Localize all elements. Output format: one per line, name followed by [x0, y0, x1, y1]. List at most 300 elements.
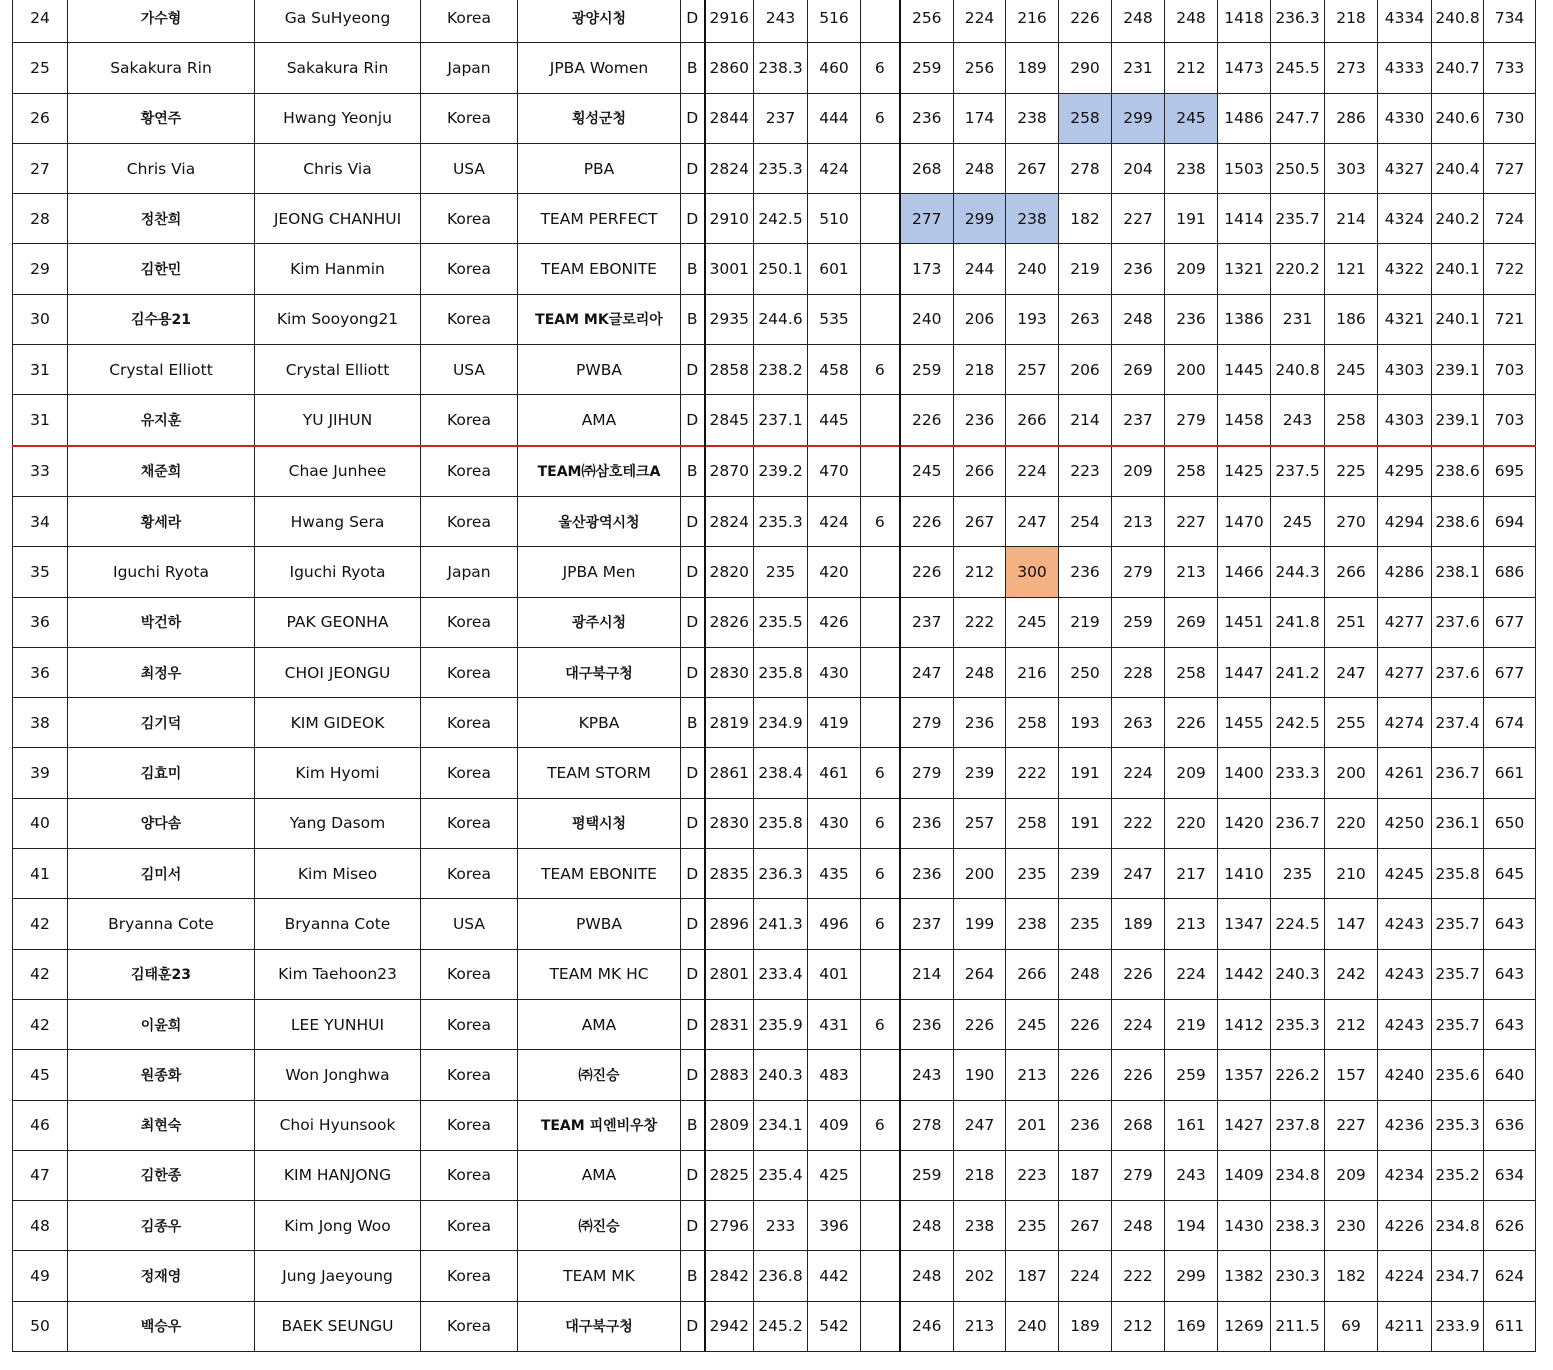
prev-total-cell: 2942: [705, 1301, 754, 1351]
table-row: [13, 496, 1536, 546]
day-avg-cell: 220.2: [1271, 244, 1325, 294]
grand-total-cell: 4240: [1378, 1050, 1432, 1100]
handicap-cell: [861, 698, 900, 748]
table-row: [13, 1050, 1536, 1100]
grand-avg-cell: 235.7: [1432, 949, 1484, 999]
table-row: [13, 547, 1536, 597]
country-cell: Korea: [421, 294, 518, 344]
day-total-cell: 1425: [1218, 446, 1271, 497]
handicap-cell: [861, 597, 900, 647]
handicap-cell: [861, 547, 900, 597]
game6-cell: 209: [1165, 748, 1218, 798]
game2-cell: 190: [954, 1050, 1006, 1100]
hand-cell: D: [681, 1150, 705, 1200]
name-kr-cell: 최정우: [68, 647, 255, 697]
country-cell: Korea: [421, 244, 518, 294]
name-en-cell: Kim Hyomi: [255, 748, 421, 798]
prev-total-cell: 2830: [705, 647, 754, 697]
game5-cell: 213: [1112, 496, 1165, 546]
day-plus-cell: 266: [1325, 547, 1378, 597]
prev-avg-cell: 235.8: [754, 798, 808, 848]
day-avg-cell: 247.7: [1271, 93, 1325, 143]
prev-plus-cell: 601: [808, 244, 861, 294]
game5-cell: 236: [1112, 244, 1165, 294]
handicap-cell: 6: [861, 1100, 900, 1150]
game6-cell: 299: [1165, 1251, 1218, 1301]
grand-plus-cell: 734: [1484, 0, 1536, 43]
game1-cell: 259: [900, 1150, 954, 1200]
handicap-cell: [861, 194, 900, 244]
table-row: [13, 395, 1536, 446]
rank-cell: 41: [13, 849, 68, 899]
country-cell: Korea: [421, 748, 518, 798]
game6-cell: 248: [1165, 0, 1218, 43]
game2-cell: 218: [954, 345, 1006, 395]
table-row: [13, 647, 1536, 697]
grand-total-cell: 4303: [1378, 395, 1432, 446]
game4-cell: 226: [1059, 999, 1112, 1049]
game6-cell: 236: [1165, 294, 1218, 344]
prev-total-cell: 2801: [705, 949, 754, 999]
game6-cell: 238: [1165, 143, 1218, 193]
day-total-cell: 1447: [1218, 647, 1271, 697]
grand-avg-cell: 240.1: [1432, 294, 1484, 344]
team-cell: PBA: [518, 143, 681, 193]
game1-cell: 246: [900, 1301, 954, 1351]
grand-avg-cell: 240.4: [1432, 143, 1484, 193]
game1-cell: 259: [900, 345, 954, 395]
game3-cell: 266: [1006, 949, 1059, 999]
hand-cell: D: [681, 949, 705, 999]
country-cell: Korea: [421, 1301, 518, 1351]
prev-avg-cell: 233: [754, 1201, 808, 1251]
grand-plus-cell: 722: [1484, 244, 1536, 294]
name-kr-cell: Sakakura Rin: [68, 43, 255, 93]
game1-cell: 248: [900, 1201, 954, 1251]
team-cell: TEAM STORM: [518, 748, 681, 798]
day-plus-cell: 230: [1325, 1201, 1378, 1251]
country-cell: Japan: [421, 43, 518, 93]
handicap-cell: [861, 1201, 900, 1251]
name-kr-cell: 김종우: [68, 1201, 255, 1251]
name-kr-cell: Iguchi Ryota: [68, 547, 255, 597]
handicap-cell: [861, 0, 900, 43]
handicap-cell: [861, 1301, 900, 1351]
handicap-cell: 6: [861, 999, 900, 1049]
day-plus-cell: 273: [1325, 43, 1378, 93]
prev-plus-cell: 535: [808, 294, 861, 344]
name-en-cell: Bryanna Cote: [255, 899, 421, 949]
team-cell: AMA: [518, 1150, 681, 1200]
game6-cell: 217: [1165, 849, 1218, 899]
game3-cell: 193: [1006, 294, 1059, 344]
day-plus-cell: 303: [1325, 143, 1378, 193]
game1-cell: 240: [900, 294, 954, 344]
prev-total-cell: 2826: [705, 597, 754, 647]
grand-total-cell: 4224: [1378, 1251, 1432, 1301]
country-cell: USA: [421, 143, 518, 193]
game3-cell: 235: [1006, 1201, 1059, 1251]
day-total-cell: 1382: [1218, 1251, 1271, 1301]
game6-cell: 227: [1165, 496, 1218, 546]
game4-cell: 290: [1059, 43, 1112, 93]
game4-cell: 206: [1059, 345, 1112, 395]
game5-cell: 237: [1112, 395, 1165, 446]
grand-plus-cell: 695: [1484, 446, 1536, 497]
grand-total-cell: 4277: [1378, 647, 1432, 697]
prev-avg-cell: 233.4: [754, 949, 808, 999]
game4-cell: 226: [1059, 0, 1112, 43]
rank-cell: 24: [13, 0, 68, 43]
game5-cell: 231: [1112, 43, 1165, 93]
day-avg-cell: 235.7: [1271, 194, 1325, 244]
name-kr-cell: 황세라: [68, 496, 255, 546]
game5-cell: 263: [1112, 698, 1165, 748]
game3-cell: 245: [1006, 999, 1059, 1049]
grand-avg-cell: 235.6: [1432, 1050, 1484, 1100]
game1-cell: 236: [900, 93, 954, 143]
day-plus-cell: 218: [1325, 0, 1378, 43]
name-en-cell: Kim Taehoon23: [255, 949, 421, 999]
game6-cell: 213: [1165, 899, 1218, 949]
grand-total-cell: 4261: [1378, 748, 1432, 798]
name-kr-cell: 정재영: [68, 1251, 255, 1301]
game3-cell: 238: [1006, 93, 1059, 143]
game4-cell: 187: [1059, 1150, 1112, 1200]
prev-total-cell: 2825: [705, 1150, 754, 1200]
grand-total-cell: 4236: [1378, 1100, 1432, 1150]
prev-avg-cell: 238.4: [754, 748, 808, 798]
prev-total-cell: 2835: [705, 849, 754, 899]
game6-cell: 220: [1165, 798, 1218, 848]
prev-avg-cell: 237: [754, 93, 808, 143]
handicap-cell: 6: [861, 496, 900, 546]
rank-cell: 42: [13, 949, 68, 999]
table-row: [13, 849, 1536, 899]
prev-total-cell: 3001: [705, 244, 754, 294]
handicap-cell: 6: [861, 899, 900, 949]
rank-cell: 25: [13, 43, 68, 93]
grand-total-cell: 4243: [1378, 899, 1432, 949]
grand-total-cell: 4286: [1378, 547, 1432, 597]
prev-plus-cell: 542: [808, 1301, 861, 1351]
game1-cell: 214: [900, 949, 954, 999]
game4-cell: 263: [1059, 294, 1112, 344]
day-plus-cell: 242: [1325, 949, 1378, 999]
game1-cell: 236: [900, 999, 954, 1049]
rank-cell: 49: [13, 1251, 68, 1301]
prev-total-cell: 2883: [705, 1050, 754, 1100]
game6-cell: 194: [1165, 1201, 1218, 1251]
prev-total-cell: 2844: [705, 93, 754, 143]
table-row: [13, 1251, 1536, 1301]
prev-avg-cell: 250.1: [754, 244, 808, 294]
country-cell: Korea: [421, 446, 518, 497]
day-total-cell: 1418: [1218, 0, 1271, 43]
name-kr-cell: Crystal Elliott: [68, 345, 255, 395]
table-row: [13, 194, 1536, 244]
prev-plus-cell: 435: [808, 849, 861, 899]
game3-cell: 267: [1006, 143, 1059, 193]
rank-cell: 34: [13, 496, 68, 546]
rank-cell: 33: [13, 446, 68, 497]
hand-cell: D: [681, 0, 705, 43]
game2-cell: 267: [954, 496, 1006, 546]
name-kr-cell: 이윤희: [68, 999, 255, 1049]
grand-avg-cell: 235.7: [1432, 999, 1484, 1049]
country-cell: USA: [421, 899, 518, 949]
country-cell: Korea: [421, 0, 518, 43]
handicap-cell: [861, 446, 900, 497]
game3-cell: 245: [1006, 597, 1059, 647]
grand-avg-cell: 238.6: [1432, 496, 1484, 546]
hand-cell: D: [681, 547, 705, 597]
table-row: [13, 899, 1536, 949]
game1-cell: 236: [900, 849, 954, 899]
game3-cell: 300: [1006, 547, 1059, 597]
name-en-cell: Crystal Elliott: [255, 345, 421, 395]
country-cell: Korea: [421, 496, 518, 546]
prev-avg-cell: 242.5: [754, 194, 808, 244]
game3-cell: 216: [1006, 647, 1059, 697]
table-row: [13, 244, 1536, 294]
prev-avg-cell: 239.2: [754, 446, 808, 497]
rank-cell: 42: [13, 899, 68, 949]
day-plus-cell: 69: [1325, 1301, 1378, 1351]
name-en-cell: PAK GEONHA: [255, 597, 421, 647]
day-avg-cell: 238.3: [1271, 1201, 1325, 1251]
rank-cell: 47: [13, 1150, 68, 1200]
country-cell: USA: [421, 345, 518, 395]
game3-cell: 223: [1006, 1150, 1059, 1200]
prev-avg-cell: 238.2: [754, 345, 808, 395]
table-row: [13, 1301, 1536, 1351]
day-avg-cell: 230.3: [1271, 1251, 1325, 1301]
game2-cell: 256: [954, 43, 1006, 93]
team-cell: 횡성군청: [518, 93, 681, 143]
team-cell: 울산광역시청: [518, 496, 681, 546]
game5-cell: 268: [1112, 1100, 1165, 1150]
day-total-cell: 1347: [1218, 899, 1271, 949]
day-total-cell: 1400: [1218, 748, 1271, 798]
prev-total-cell: 2819: [705, 698, 754, 748]
name-kr-cell: 원종화: [68, 1050, 255, 1100]
prev-avg-cell: 236.8: [754, 1251, 808, 1301]
hand-cell: D: [681, 999, 705, 1049]
day-plus-cell: 209: [1325, 1150, 1378, 1200]
game1-cell: 279: [900, 748, 954, 798]
handicap-cell: 6: [861, 748, 900, 798]
grand-plus-cell: 674: [1484, 698, 1536, 748]
game5-cell: 279: [1112, 1150, 1165, 1200]
game1-cell: 226: [900, 395, 954, 446]
hand-cell: D: [681, 597, 705, 647]
prev-plus-cell: 419: [808, 698, 861, 748]
prev-total-cell: 2845: [705, 395, 754, 446]
prev-plus-cell: 396: [808, 1201, 861, 1251]
grand-avg-cell: 240.8: [1432, 0, 1484, 43]
grand-avg-cell: 238.1: [1432, 547, 1484, 597]
rank-cell: 31: [13, 345, 68, 395]
rank-cell: 42: [13, 999, 68, 1049]
team-cell: 대구북구청: [518, 1301, 681, 1351]
game5-cell: 299: [1112, 93, 1165, 143]
grand-plus-cell: 703: [1484, 345, 1536, 395]
game2-cell: 174: [954, 93, 1006, 143]
name-kr-cell: 유지훈: [68, 395, 255, 446]
day-plus-cell: 286: [1325, 93, 1378, 143]
game4-cell: 235: [1059, 899, 1112, 949]
day-total-cell: 1321: [1218, 244, 1271, 294]
game3-cell: 224: [1006, 446, 1059, 497]
handicap-cell: [861, 949, 900, 999]
hand-cell: B: [681, 1251, 705, 1301]
handicap-cell: [861, 1150, 900, 1200]
day-avg-cell: 233.3: [1271, 748, 1325, 798]
prev-total-cell: 2820: [705, 547, 754, 597]
prev-avg-cell: 244.6: [754, 294, 808, 344]
rank-cell: 31: [13, 395, 68, 446]
team-cell: ㈜진승: [518, 1201, 681, 1251]
day-total-cell: 1412: [1218, 999, 1271, 1049]
rank-cell: 30: [13, 294, 68, 344]
prev-avg-cell: 235.9: [754, 999, 808, 1049]
name-kr-cell: 가수형: [68, 0, 255, 43]
day-plus-cell: 182: [1325, 1251, 1378, 1301]
day-total-cell: 1451: [1218, 597, 1271, 647]
team-cell: TEAM㈜삼호테크A: [518, 446, 681, 497]
prev-avg-cell: 243: [754, 0, 808, 43]
prev-plus-cell: 510: [808, 194, 861, 244]
day-avg-cell: 245.5: [1271, 43, 1325, 93]
name-en-cell: Yang Dasom: [255, 798, 421, 848]
prev-total-cell: 2896: [705, 899, 754, 949]
game2-cell: 299: [954, 194, 1006, 244]
name-kr-cell: 김미서: [68, 849, 255, 899]
game5-cell: 248: [1112, 1201, 1165, 1251]
game6-cell: 258: [1165, 446, 1218, 497]
day-total-cell: 1386: [1218, 294, 1271, 344]
day-total-cell: 1458: [1218, 395, 1271, 446]
prev-plus-cell: 444: [808, 93, 861, 143]
day-avg-cell: 240.3: [1271, 949, 1325, 999]
game4-cell: 258: [1059, 93, 1112, 143]
rank-cell: 38: [13, 698, 68, 748]
prev-plus-cell: 430: [808, 798, 861, 848]
day-plus-cell: 157: [1325, 1050, 1378, 1100]
game2-cell: 200: [954, 849, 1006, 899]
prev-total-cell: 2809: [705, 1100, 754, 1150]
grand-avg-cell: 240.1: [1432, 244, 1484, 294]
team-cell: TEAM EBONITE: [518, 849, 681, 899]
table-row: [13, 698, 1536, 748]
name-en-cell: Kim Hanmin: [255, 244, 421, 294]
game3-cell: 266: [1006, 395, 1059, 446]
day-avg-cell: 236.7: [1271, 798, 1325, 848]
name-en-cell: Ga SuHyeong: [255, 0, 421, 43]
prev-total-cell: 2870: [705, 446, 754, 497]
name-en-cell: Kim Jong Woo: [255, 1201, 421, 1251]
game2-cell: 206: [954, 294, 1006, 344]
day-total-cell: 1427: [1218, 1100, 1271, 1150]
prev-total-cell: 2831: [705, 999, 754, 1049]
day-total-cell: 1414: [1218, 194, 1271, 244]
game1-cell: 277: [900, 194, 954, 244]
rank-cell: 26: [13, 93, 68, 143]
name-kr-cell: 양다솜: [68, 798, 255, 848]
table-row: [13, 1150, 1536, 1200]
game4-cell: 193: [1059, 698, 1112, 748]
team-cell: AMA: [518, 395, 681, 446]
game2-cell: 213: [954, 1301, 1006, 1351]
day-total-cell: 1409: [1218, 1150, 1271, 1200]
hand-cell: D: [681, 395, 705, 446]
game4-cell: 219: [1059, 597, 1112, 647]
grand-plus-cell: 640: [1484, 1050, 1536, 1100]
game1-cell: 236: [900, 798, 954, 848]
team-cell: 광양시청: [518, 0, 681, 43]
game4-cell: 191: [1059, 748, 1112, 798]
country-cell: Korea: [421, 1150, 518, 1200]
country-cell: Korea: [421, 1251, 518, 1301]
grand-avg-cell: 239.1: [1432, 395, 1484, 446]
day-avg-cell: 211.5: [1271, 1301, 1325, 1351]
game1-cell: 226: [900, 496, 954, 546]
grand-plus-cell: 727: [1484, 143, 1536, 193]
rank-cell: 50: [13, 1301, 68, 1351]
day-avg-cell: 236.3: [1271, 0, 1325, 43]
standings-table: [12, 0, 1536, 1352]
day-avg-cell: 244.3: [1271, 547, 1325, 597]
table-row: [13, 143, 1536, 193]
game6-cell: 212: [1165, 43, 1218, 93]
name-en-cell: Chae Junhee: [255, 446, 421, 497]
grand-avg-cell: 238.6: [1432, 446, 1484, 497]
game3-cell: 238: [1006, 899, 1059, 949]
country-cell: Japan: [421, 547, 518, 597]
day-plus-cell: 247: [1325, 647, 1378, 697]
prev-total-cell: 2824: [705, 143, 754, 193]
grand-total-cell: 4324: [1378, 194, 1432, 244]
team-cell: PWBA: [518, 345, 681, 395]
grand-plus-cell: 643: [1484, 999, 1536, 1049]
game6-cell: 245: [1165, 93, 1218, 143]
name-en-cell: YU JIHUN: [255, 395, 421, 446]
game3-cell: 222: [1006, 748, 1059, 798]
day-total-cell: 1470: [1218, 496, 1271, 546]
prev-total-cell: 2858: [705, 345, 754, 395]
prev-plus-cell: 424: [808, 496, 861, 546]
grand-avg-cell: 240.6: [1432, 93, 1484, 143]
day-total-cell: 1473: [1218, 43, 1271, 93]
grand-avg-cell: 239.1: [1432, 345, 1484, 395]
grand-total-cell: 4295: [1378, 446, 1432, 497]
game1-cell: 268: [900, 143, 954, 193]
name-kr-cell: 김한민: [68, 244, 255, 294]
grand-avg-cell: 237.4: [1432, 698, 1484, 748]
grand-total-cell: 4333: [1378, 43, 1432, 93]
prev-plus-cell: 470: [808, 446, 861, 497]
grand-plus-cell: 733: [1484, 43, 1536, 93]
game4-cell: 248: [1059, 949, 1112, 999]
grand-plus-cell: 724: [1484, 194, 1536, 244]
day-avg-cell: 231: [1271, 294, 1325, 344]
day-total-cell: 1410: [1218, 849, 1271, 899]
game3-cell: 247: [1006, 496, 1059, 546]
grand-total-cell: 4330: [1378, 93, 1432, 143]
day-avg-cell: 241.8: [1271, 597, 1325, 647]
handicap-cell: 6: [861, 798, 900, 848]
